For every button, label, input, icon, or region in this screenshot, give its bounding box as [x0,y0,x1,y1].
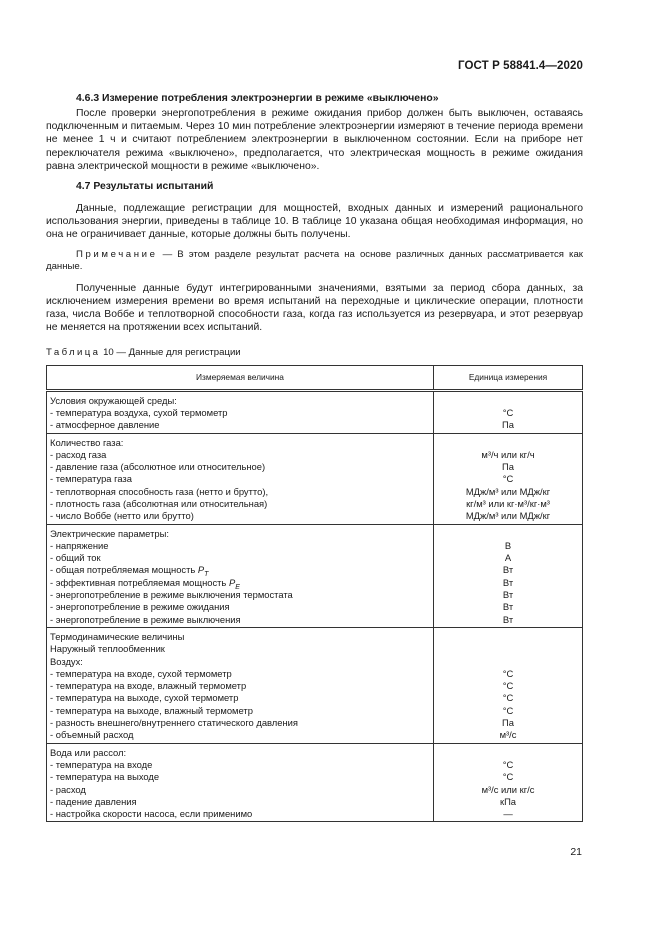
quantity-line: Количество газа: [50,436,124,448]
note-label: Примечание [76,248,158,260]
unit-line [437,656,579,668]
quantity-line: - разность внешнего/внутреннего статического давления [50,717,298,729]
quantity-line: - температура на выходе, влажный термометр [50,704,253,716]
quantity-line: Электрические параметры: [50,527,169,539]
unit-line: °C [502,406,514,418]
table-body [47,390,583,822]
document-code: ГОСТ Р 58841.4—2020 [458,60,583,72]
quantity-line: - расход [50,783,86,795]
unit-line: м³/с или кг/с [481,783,535,795]
quantity-line: - общий ток [50,552,101,564]
quantity-line: - давление газа (абсолютное или относительное) [50,461,266,473]
unit-line: °C [502,680,514,692]
unit-line: А [504,552,512,564]
quantity-line: - напряжение [50,539,109,551]
quantity-cell [47,433,434,524]
unit-line: Вт [502,601,514,613]
unit-cell [434,743,583,822]
unit-line: °C [502,667,514,679]
section-4-7-paragraph-1: Данные, подлежащие регистрации для мощностей, входных данных и измерений рационального использования энергии, приведены в таблице 10. В таблице 10 указана общая необходимая информация, но она не ограничивает данные, которые должны быть получены. [46,203,583,241]
quantity-line: - общая потребляемая мощность $P_T$ [50,564,209,579]
unit-line [437,437,579,449]
unit-line [437,747,579,759]
unit-line: — [503,808,513,820]
unit-line [437,631,579,643]
quantity-cell [47,743,434,822]
unit-line: °C [502,704,514,716]
quantity-line: - расход газа [50,448,107,460]
quantity-line: - теплотворная способность газа (нетто и брутто), [50,485,269,497]
table-caption-label: Таблица [46,346,101,358]
table-caption-text: 10 — Данные для регистрации [100,346,241,358]
quantity-line: Вода или рассол: [50,746,127,758]
unit-line: МДж/м³ или МДж/кг [465,510,551,522]
quantity-line: - эффективная потребляемая мощность $P_E$ [50,576,240,591]
quantity-line: - энергопотребление в режиме выключения [50,613,241,625]
table-header-row [47,365,583,390]
unit-line: °C [502,692,514,704]
unit-line: кг/м³ или кг·м³/кг·м³ [466,498,550,509]
quantity-line: - настройка скорости насоса, если применимо [50,808,253,820]
quantity-line: - число Воббе (нетто или брутто) [50,510,194,522]
quantity-line: Термодинамические величины [50,630,185,642]
table-row [47,627,583,743]
table-row [47,743,583,822]
table-caption [46,347,583,359]
section-4-7-heading: 4.7 Результаты испытаний [76,181,214,193]
document-body [46,92,583,822]
quantity-line: - энергопотребление в режиме ожидания [50,601,230,613]
quantity-line: - температура газа [50,473,132,485]
col-header-unit: Единица измерения [434,365,583,390]
unit-cell [434,524,583,627]
section-4-6-3-paragraph: После проверки энергопотребления в режиме ожидания прибор должен быть выключен, оставаясь подключенным и питаемым. Через 10 мин потребление электроэнергии измеряют в течение периода времени не менее 1 ч и считают потреблением электроэнергии в выключенном состоянии. Если на приборе нет переключателя режима «выключено», предполагается, что электрическая мощность в режиме ожидания равна электрической мощности в режиме «выключено». [46,108,583,172]
quantity-cell [47,524,434,627]
quantity-line: - температура на выходе, сухой термометр [50,692,239,704]
unit-line: Вт [502,564,514,576]
table-row [47,390,583,433]
quantity-line: Наружный теплообменник [50,643,165,655]
quantity-line: - падение давления [50,795,137,807]
quantity-line: - температура на входе, влажный термометр [50,680,247,692]
unit-line: Вт [502,613,514,625]
unit-line: °C [502,473,514,485]
quantity-line: - температура на выходе [50,771,160,783]
unit-line [437,528,579,540]
unit-line: Вт [502,576,514,588]
quantity-line: - температура воздуха, сухой термометр [50,406,228,418]
unit-line: Па [502,419,514,431]
section-4-6-3-heading: 4.6.3 Измерение потребления электроэнергии в режиме «выключено» [76,93,439,104]
quantity-line: - объемный расход [50,729,134,741]
unit-cell [434,433,583,524]
quantity-line: Воздух: [50,655,83,667]
unit-line: °C [502,771,514,783]
unit-line: В [504,539,512,551]
quantity-line: - температура на входе, сухой термометр [50,667,232,679]
quantity-line: - температура на входе [50,758,153,770]
unit-line: кПа [499,795,517,807]
quantity-line: - атмосферное давление [50,419,160,431]
unit-line: МДж/м³ или МДж/кг [465,485,551,497]
quantity-cell [47,390,434,433]
unit-line [437,643,579,655]
unit-line [437,395,579,407]
quantity-line: Условия окружающей среды: [50,394,177,406]
page-number: 21 [570,846,582,858]
unit-line: Па [502,461,514,473]
data-table [46,365,583,823]
quantity-line: - плотность газа (абсолютная или относительная) [50,498,268,509]
quantity-line: - энергопотребление в режиме выключения термостата [50,589,293,601]
table-row [47,524,583,627]
col-header-quantity: Измеряемая величина [47,365,434,390]
note [46,249,583,274]
unit-line: Вт [502,589,514,601]
unit-line: Па [502,717,514,729]
unit-cell [434,627,583,743]
unit-line: м³/ч или кг/ч [481,448,535,460]
quantity-cell [47,627,434,743]
unit-line: °C [502,758,514,770]
unit-cell [434,390,583,433]
table-row [47,433,583,524]
unit-line: м³/с [499,729,517,741]
note-text: — В этом разделе результат расчета на основе различных данных рассматривается как данные. [46,248,583,273]
section-4-7-paragraph-2: Полученные данные будут интегрированными значениями, взятыми за период сбора данных, за исключением измерения времени во время испытаний на переходные и циклические операции, плотности газа, числа Воббе и теплотворной способности газа, когда газ используется из резервуара, и этот резервуар не меняется на протяжении всех испытаний. [46,282,583,334]
